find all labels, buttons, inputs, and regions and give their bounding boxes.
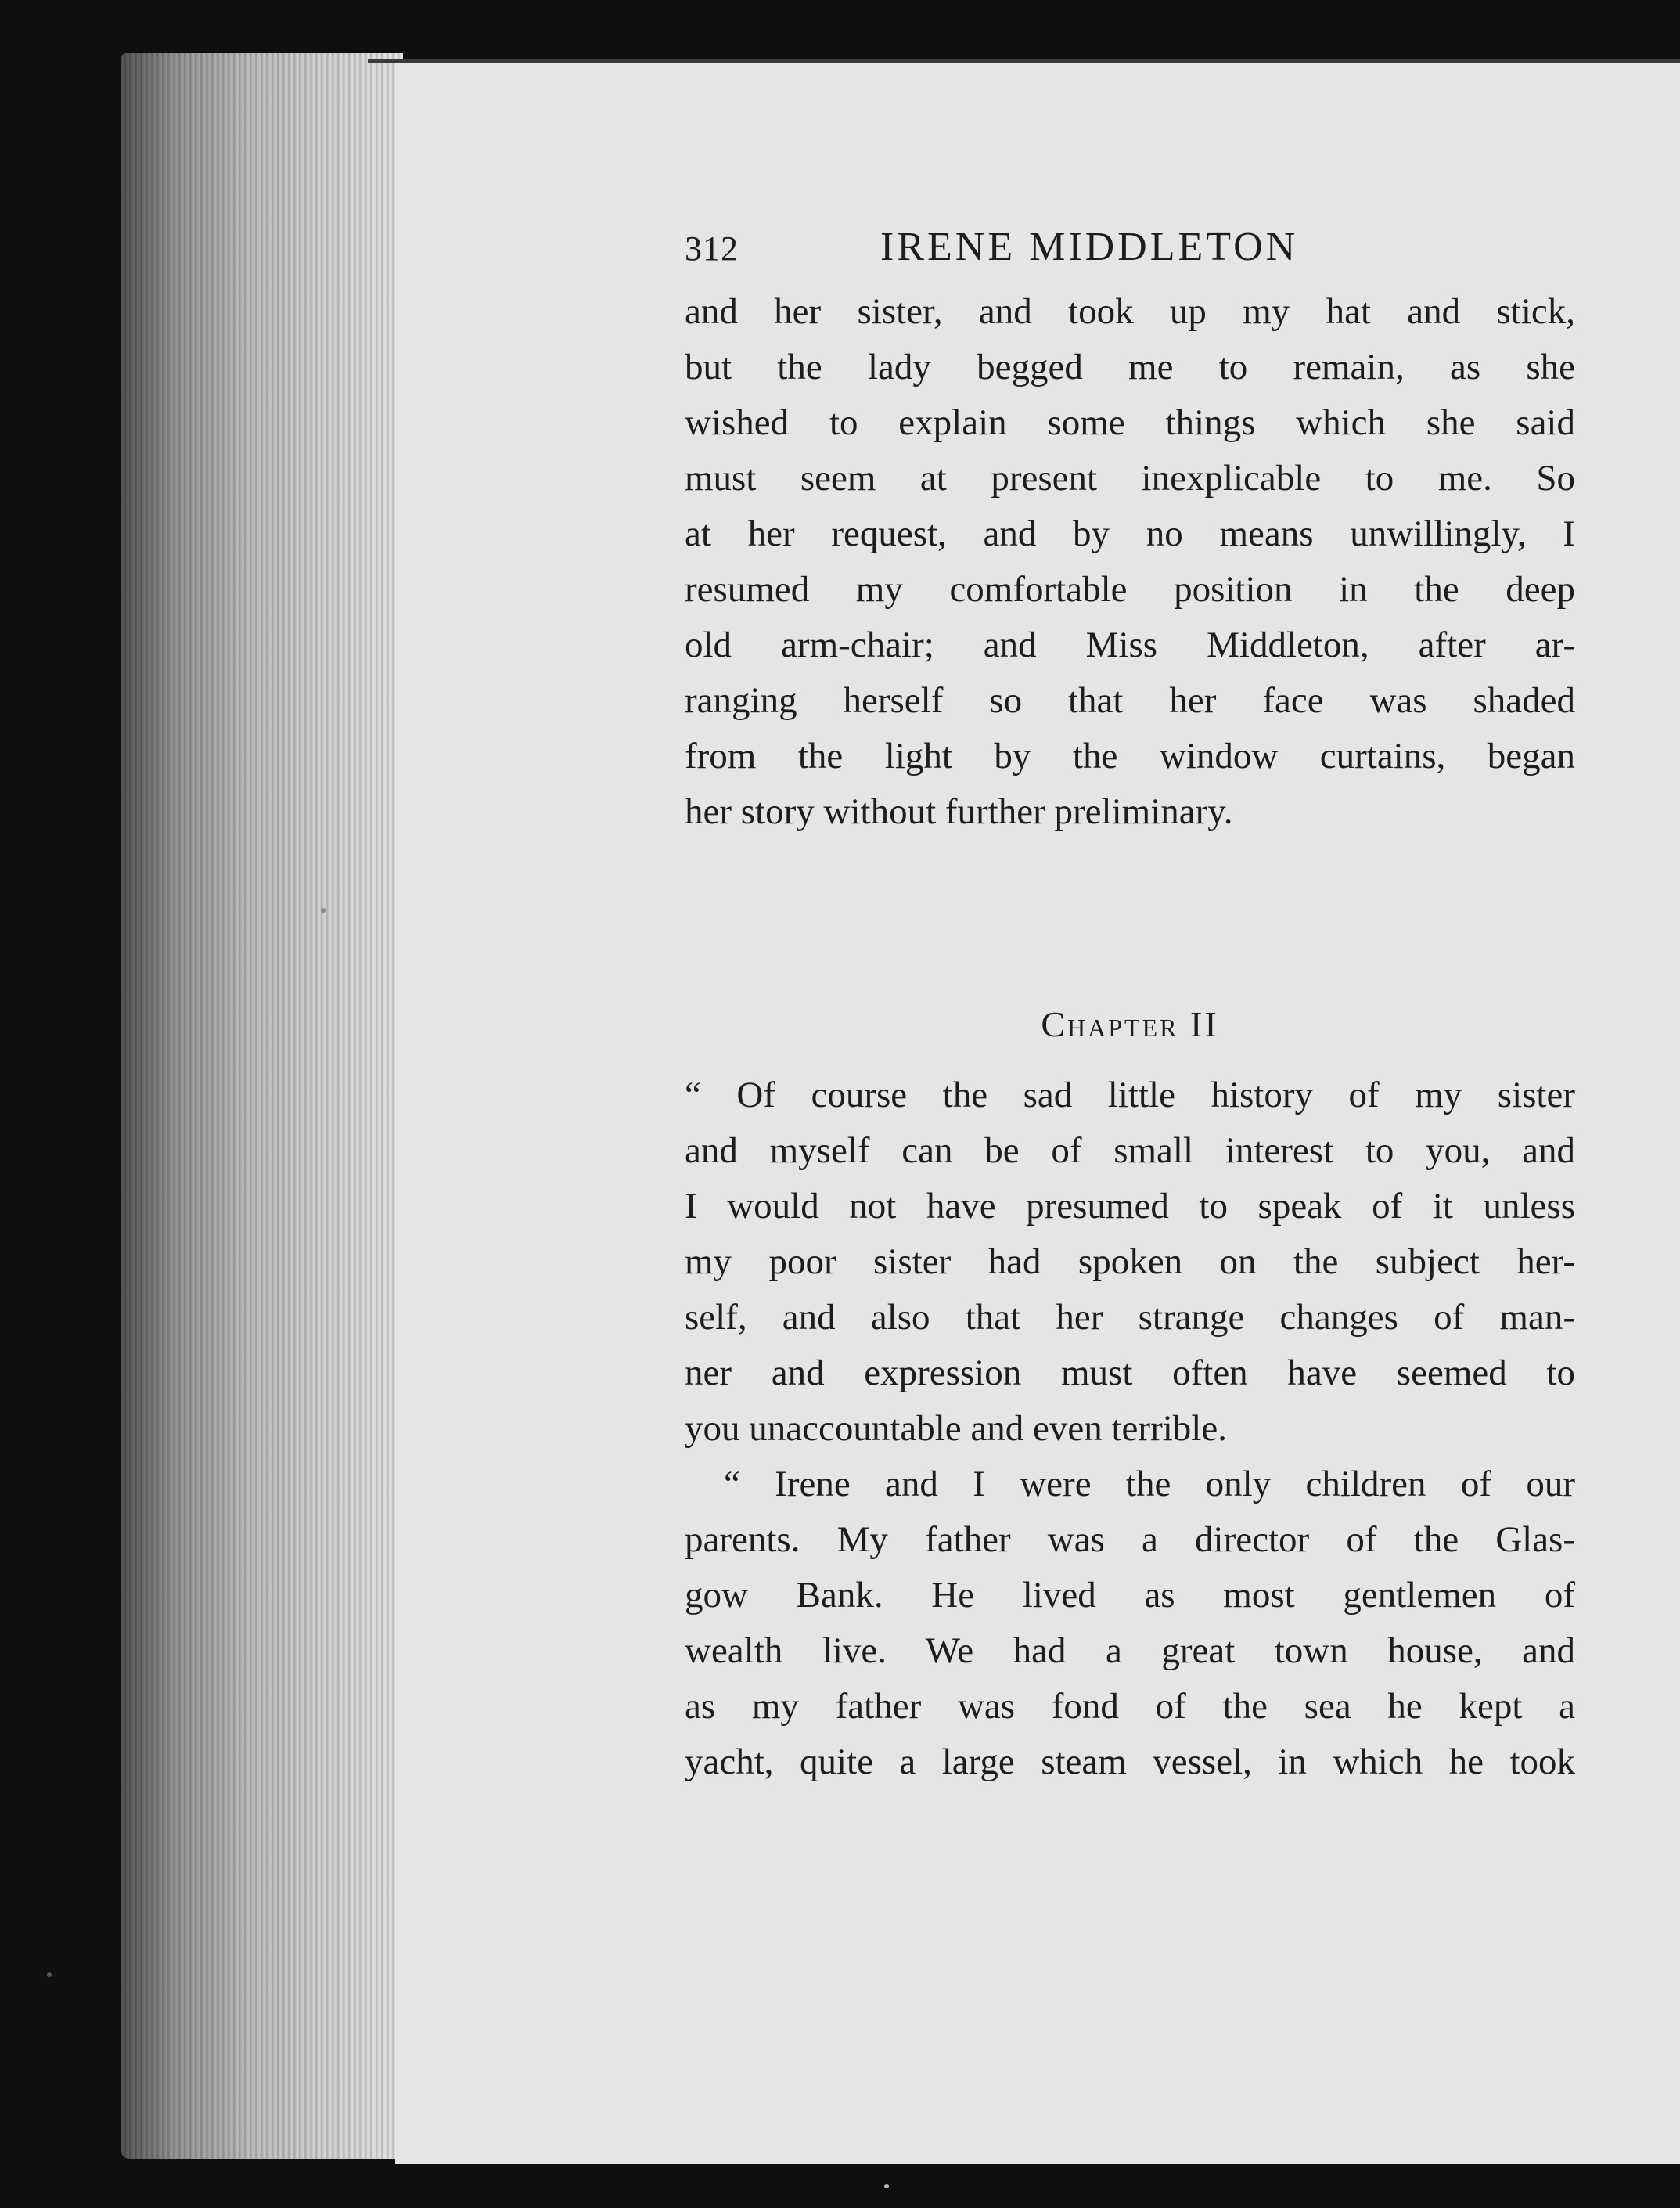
- text-line: as my father was fond of the sea he kept a: [685, 1686, 1575, 1727]
- text-line: at her request, and by no means unwillingly, I: [685, 513, 1575, 554]
- paragraph-2: [685, 1068, 1575, 1457]
- text-line: must seem at present inexplicable to me. So: [685, 458, 1575, 499]
- text-line: wealth live. We had a great town house, and: [685, 1630, 1575, 1671]
- text-line: my poor sister had spoken on the subject her-: [685, 1241, 1575, 1282]
- book-title: IRENE MIDDLETON: [880, 225, 1299, 269]
- scan-speck: [884, 2184, 889, 2188]
- text-line: and myself can be of small interest to you, and: [685, 1130, 1575, 1171]
- text-line: wished to explain some things which she said: [685, 402, 1575, 443]
- text-line: resumed my comfortable position in the deep: [685, 569, 1575, 610]
- text-line: “ Of course the sad little history of my sister: [685, 1075, 1575, 1115]
- text-block: [685, 219, 1575, 1790]
- text-line: parents. My father was a director of the Glas-: [685, 1519, 1575, 1560]
- text-line: from the light by the window curtains, began: [685, 736, 1575, 776]
- paragraph-3: [685, 1457, 1575, 1790]
- running-head: [685, 219, 1575, 282]
- text-line: ranging herself so that her face was shaded: [685, 680, 1575, 721]
- text-line: but the lady begged me to remain, as she: [685, 347, 1575, 387]
- text-line: you unaccountable and even terrible.: [685, 1408, 1227, 1449]
- text-line: ner and expression must often have seemed to: [685, 1353, 1575, 1393]
- text-line: her story without further preliminary.: [685, 791, 1233, 832]
- page-top-edge: [368, 59, 1680, 63]
- page-edges-stack: [121, 53, 403, 2159]
- scan-speck: [47, 1972, 52, 1977]
- text-line: old arm-chair; and Miss Middleton, after ar-: [685, 625, 1575, 665]
- text-line: gow Bank. He lived as most gentlemen of: [685, 1575, 1575, 1615]
- page-number: 312: [685, 229, 739, 268]
- chapter-heading: Chapter II: [1041, 1004, 1219, 1044]
- paragraph-1: [685, 284, 1575, 840]
- text-line: “ Irene and I were the only children of our: [724, 1464, 1575, 1504]
- text-line: and her sister, and took up my hat and stick,: [685, 291, 1575, 332]
- text-line: yacht, quite a large steam vessel, in which he took: [685, 1742, 1575, 1782]
- text-line: I would not have presumed to speak of it unless: [685, 1186, 1575, 1226]
- text-line: self, and also that her strange changes of man-: [685, 1297, 1575, 1338]
- scan-speck: [321, 908, 326, 913]
